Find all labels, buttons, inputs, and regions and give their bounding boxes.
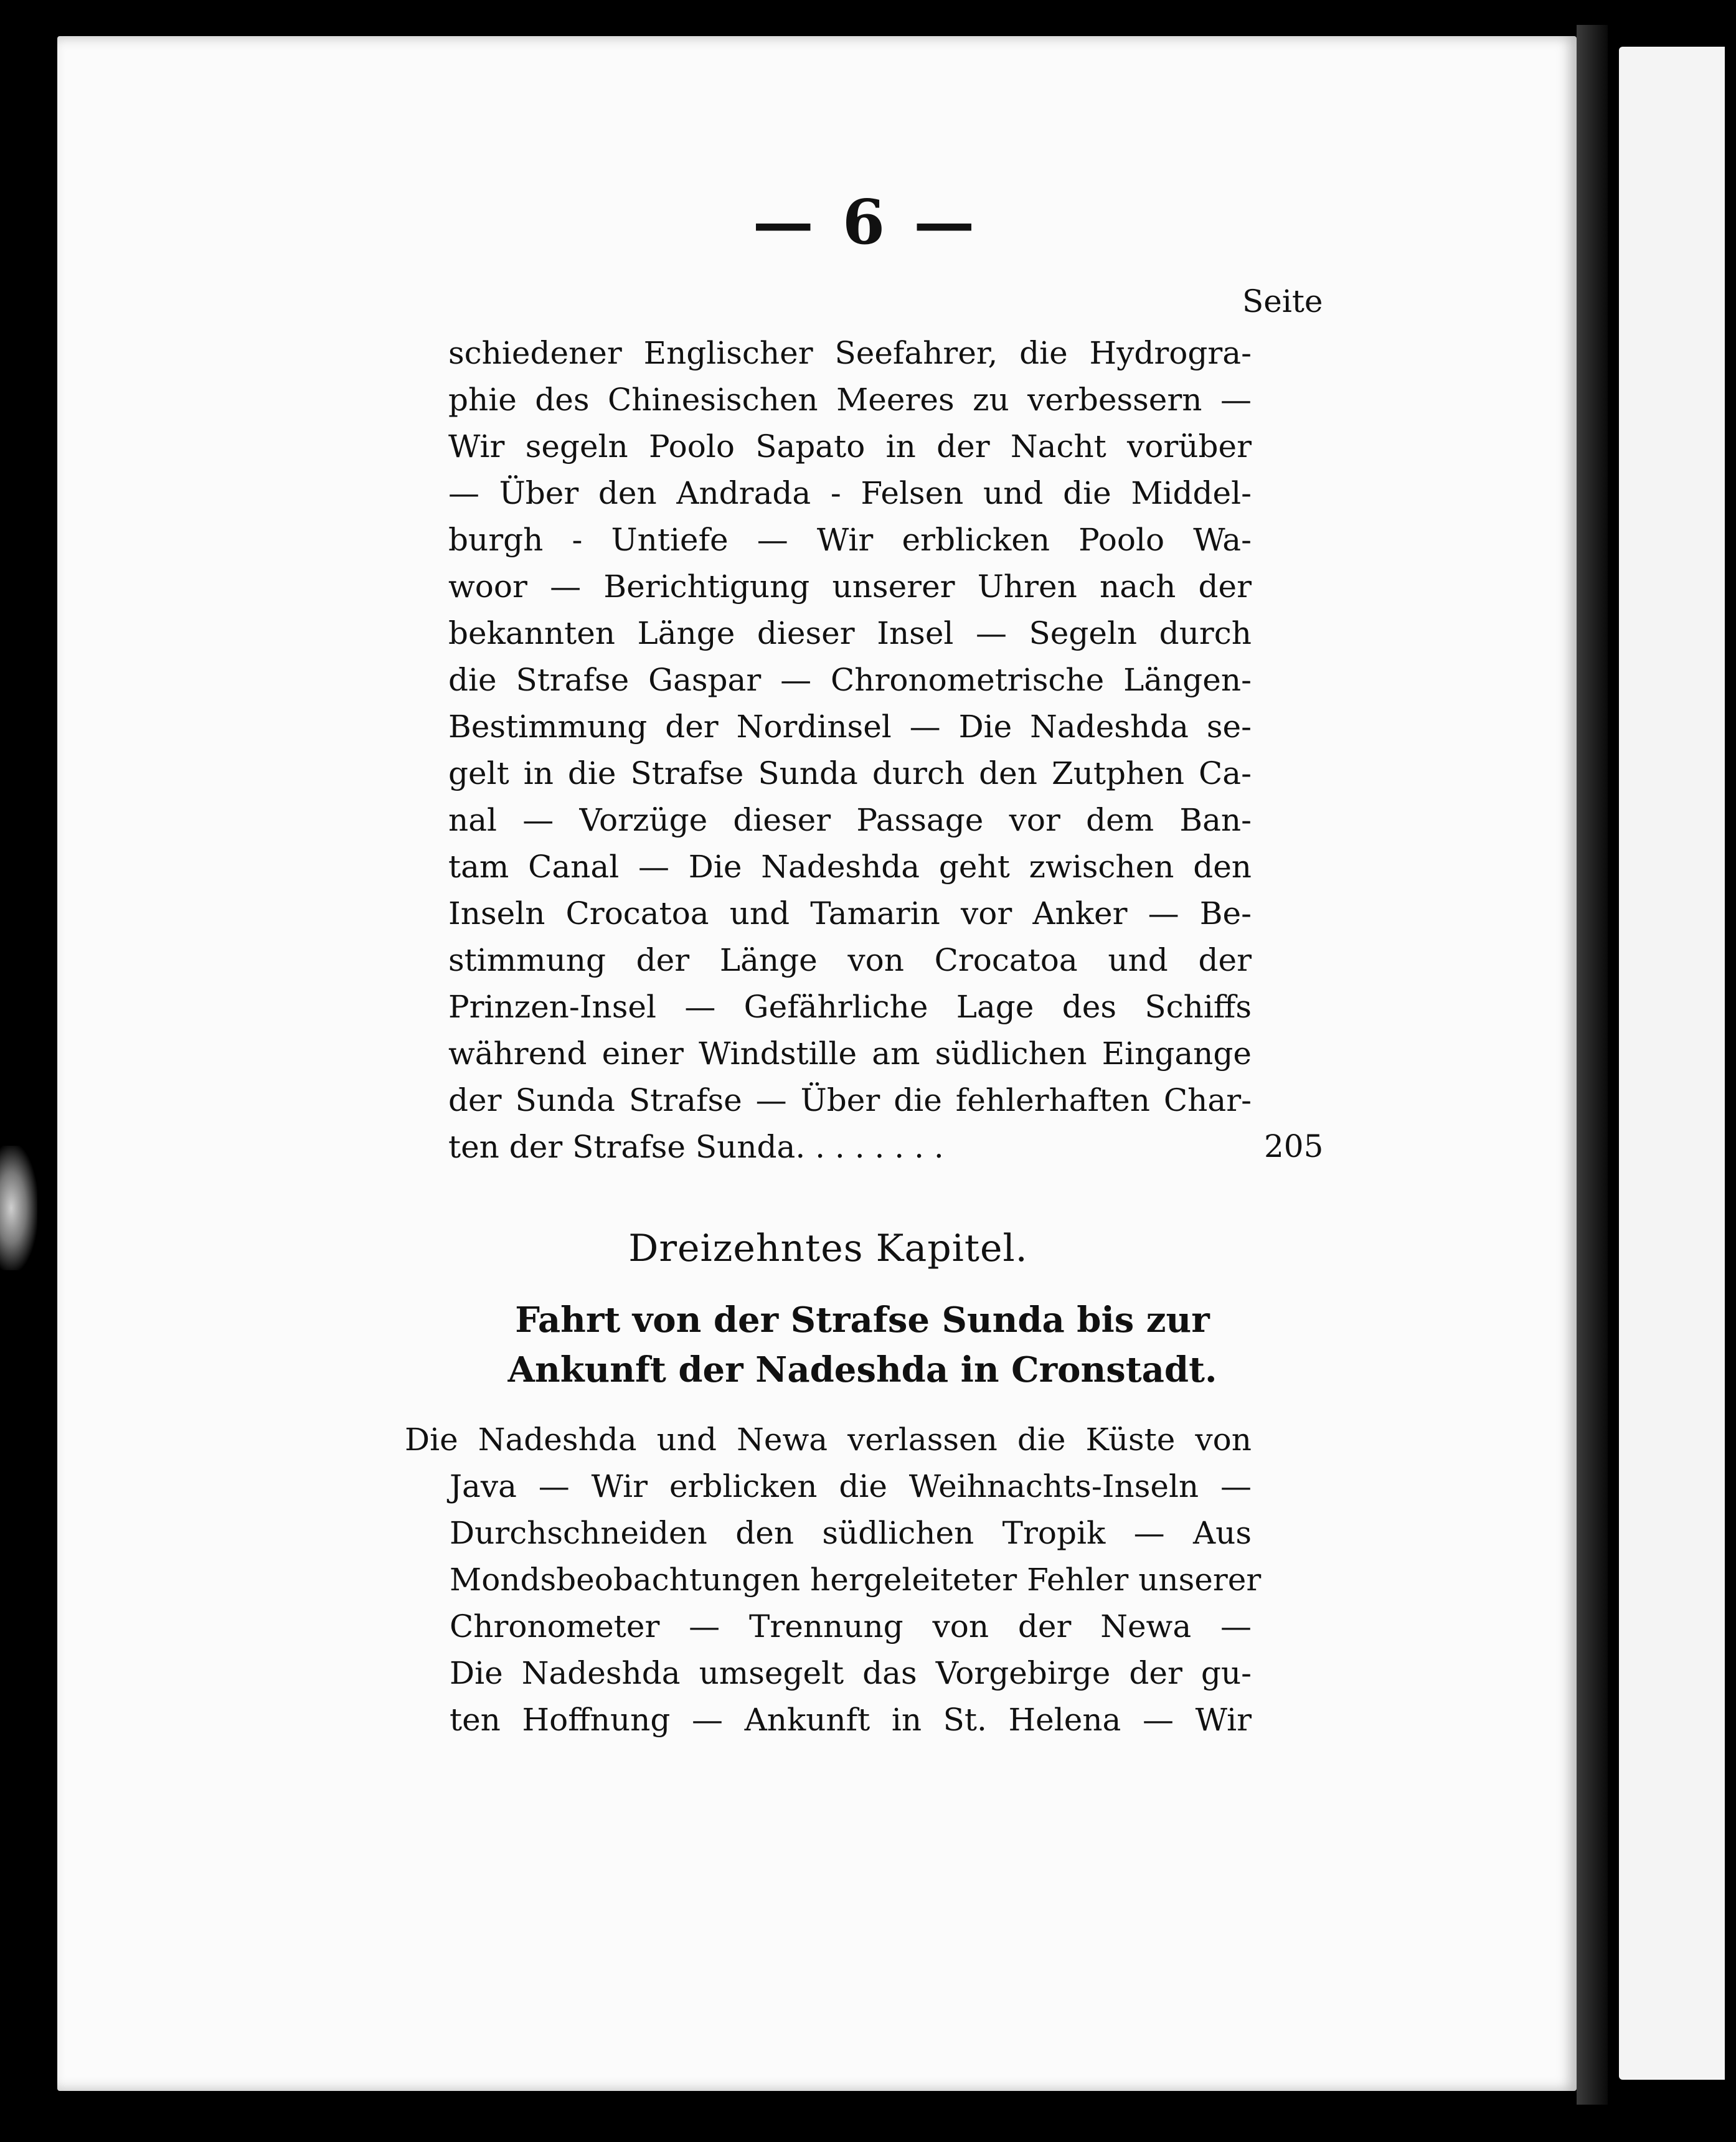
text-line: stimmung der Länge von Crocatoa und der xyxy=(448,942,1252,978)
summary-line: Die Nadeshda umsegelt das Vorgebirge der gu- xyxy=(450,1655,1252,1691)
text-line: woor — Berichtigung unserer Uhren nach der xyxy=(448,569,1252,605)
subtitle-line: Fahrt von der Strafse Sunda bis zur xyxy=(515,1300,1210,1341)
summary-line: ten Hoffnung — Ankunft in St. Helena — Wir xyxy=(450,1702,1252,1738)
text-line: tam Canal — Die Nadeshda geht zwischen den xyxy=(448,849,1252,885)
column-label-seite: Seite xyxy=(1242,283,1323,319)
text-line: schiedener Englischer Seefahrer, die Hydrogra- xyxy=(448,335,1252,371)
chapter-title: Dreizehntes Kapitel. xyxy=(628,1227,1028,1270)
summary-line: Durchschneiden den südlichen Tropik — Aus xyxy=(450,1515,1252,1551)
text-line: Wir segeln Poolo Sapato in der Nacht vorüber xyxy=(448,428,1252,465)
text-line: Inseln Crocatoa und Tamarin vor Anker — Be- xyxy=(448,895,1252,932)
text-line: nal — Vorzüge dieser Passage vor dem Ban- xyxy=(448,802,1252,838)
text-line: ten der Strafse Sunda. . . . . . . . xyxy=(448,1129,944,1165)
text-line: bekannten Länge dieser Insel — Segeln durch xyxy=(448,615,1252,651)
chapter-subtitle xyxy=(473,1295,1252,1395)
chapter-summary xyxy=(405,1417,1262,1743)
summary-line: Mondsbeobachtungen hergeleiteter Fehler unserer xyxy=(450,1562,1262,1598)
page-number: — 6 — xyxy=(752,187,979,258)
text-line: während einer Windstille am südlichen Eingange xyxy=(448,1036,1252,1072)
adjacent-page-edge xyxy=(1619,47,1725,2080)
summary-line: Chronometer — Trennung von der Newa — xyxy=(450,1608,1252,1644)
text-line: der Sunda Strafse — Über die fehlerhaften Char- xyxy=(448,1082,1252,1118)
contents-entry-continued xyxy=(448,330,1252,1171)
text-line: phie des Chinesischen Meeres zu verbessern — xyxy=(448,382,1252,418)
scan-edge-artifact xyxy=(0,1146,37,1270)
text-line: Bestimmung der Nordinsel — Die Nadeshda se- xyxy=(448,709,1252,745)
text-line: die Strafse Gaspar — Chronometrische Längen- xyxy=(448,662,1252,698)
text-line: Prinzen-Insel — Gefährliche Lage des Schiffs xyxy=(448,989,1252,1025)
summary-line: Die Nadeshda und Newa verlassen die Küste von xyxy=(405,1422,1252,1458)
summary-line: Java — Wir erblicken die Weihnachts-Inseln — xyxy=(450,1468,1252,1504)
text-line: gelt in die Strafse Sunda durch den Zutphen Ca- xyxy=(448,755,1252,791)
text-line: — Über den Andrada - Felsen und die Middel- xyxy=(448,475,1252,511)
book-gutter xyxy=(1577,25,1608,2105)
subtitle-line: Ankunft der Nadeshda in Cronstadt. xyxy=(507,1349,1217,1390)
text-line: burgh - Untiefe — Wir erblicken Poolo Wa- xyxy=(448,522,1252,558)
reference-page-number: 205 xyxy=(1264,1128,1324,1164)
